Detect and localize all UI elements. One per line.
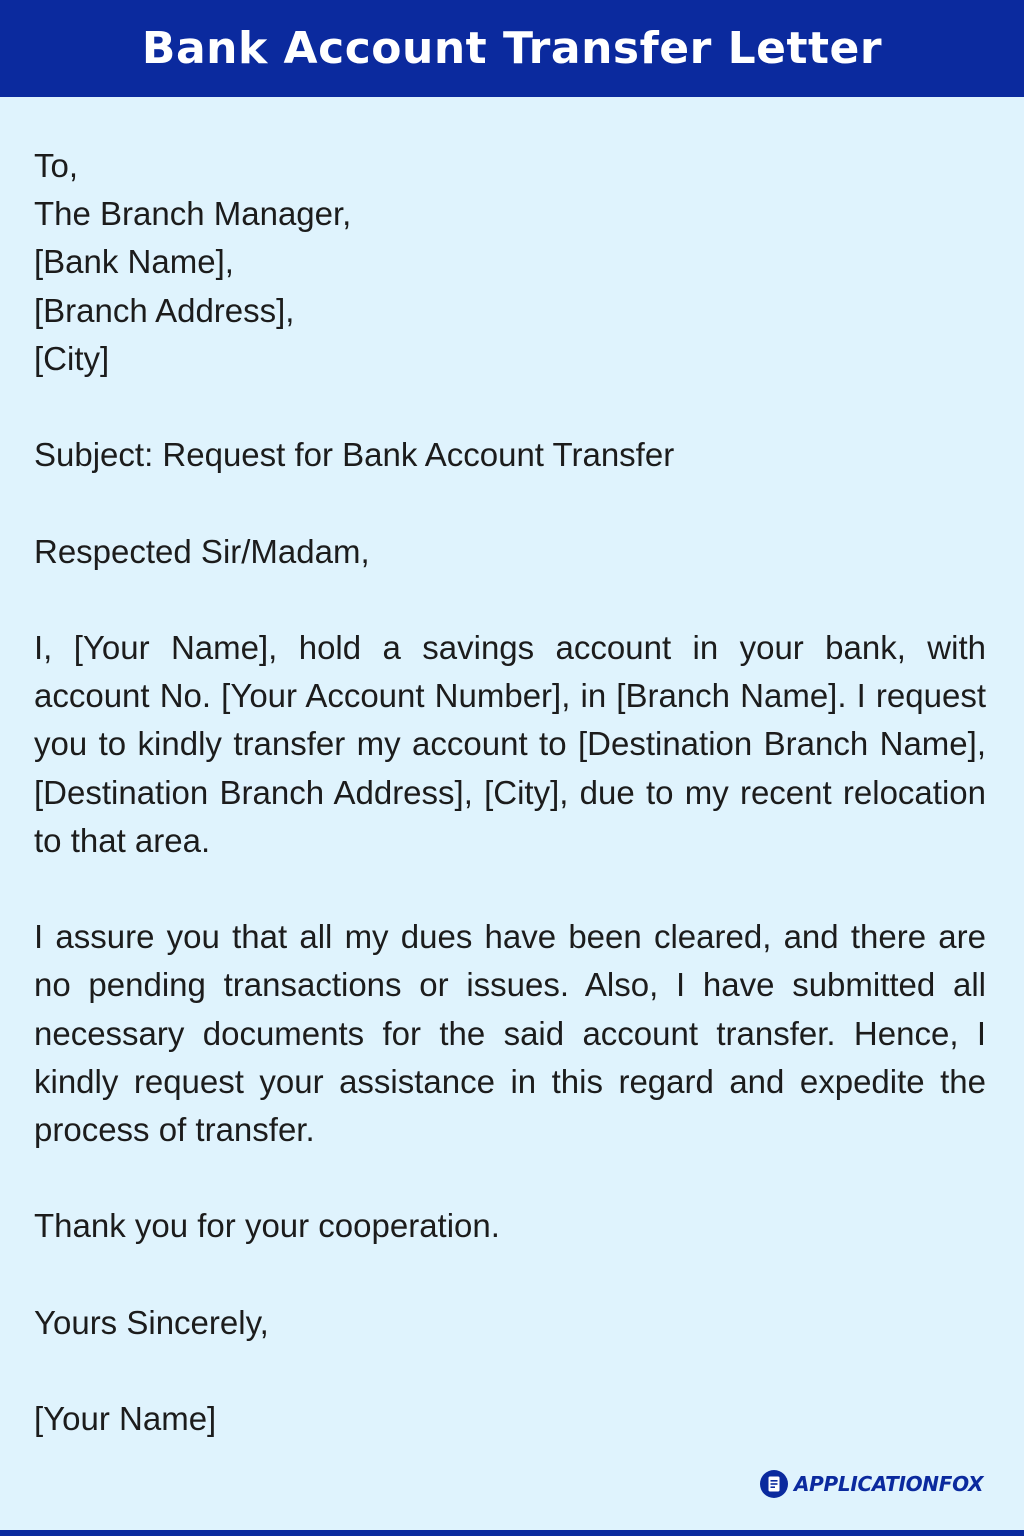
address-line-branch: [Branch Address], (34, 291, 295, 329)
letter-subject: Subject: Request for Bank Account Transfer (34, 436, 675, 474)
address-line-recipient: The Branch Manager, (34, 195, 352, 233)
logo-text: APPLICATIONFOX (794, 1472, 984, 1496)
address-line-bank: [Bank Name], (34, 243, 234, 281)
page-title: Bank Account Transfer Letter (141, 23, 883, 74)
letter-body (34, 142, 986, 1443)
address-line-to: To, (34, 147, 79, 184)
page-header (0, 0, 1024, 97)
brand-logo (760, 1470, 983, 1498)
letter-paragraph-1: I, [Your Name], hold a savings account in your bank, with account No. [Your Account Number], in [Branch Name]. I request you to kindly transfer my account to [Destination Branch Name], [Destination Branch Address], [City], due to my recent relocation to that area. (34, 628, 986, 859)
letter-thanks: Thank you for your cooperation. (34, 1207, 500, 1245)
document-icon (760, 1470, 788, 1498)
bottom-border (0, 1530, 1024, 1536)
letter-signature: [Your Name] (34, 1400, 217, 1438)
letter-paragraph-2: I assure you that all my dues have been cleared, and there are no pending transactions or issues. Also, I have submitted all necessary documents for the said account transfer. Hence, I kindly request your assistance in this regard and expedite the process of transfer. (34, 918, 986, 1148)
address-line-city: [City] (34, 339, 110, 377)
letter-salutation: Respected Sir/Madam, (34, 532, 370, 570)
letter-closing: Yours Sincerely, (34, 1303, 269, 1341)
